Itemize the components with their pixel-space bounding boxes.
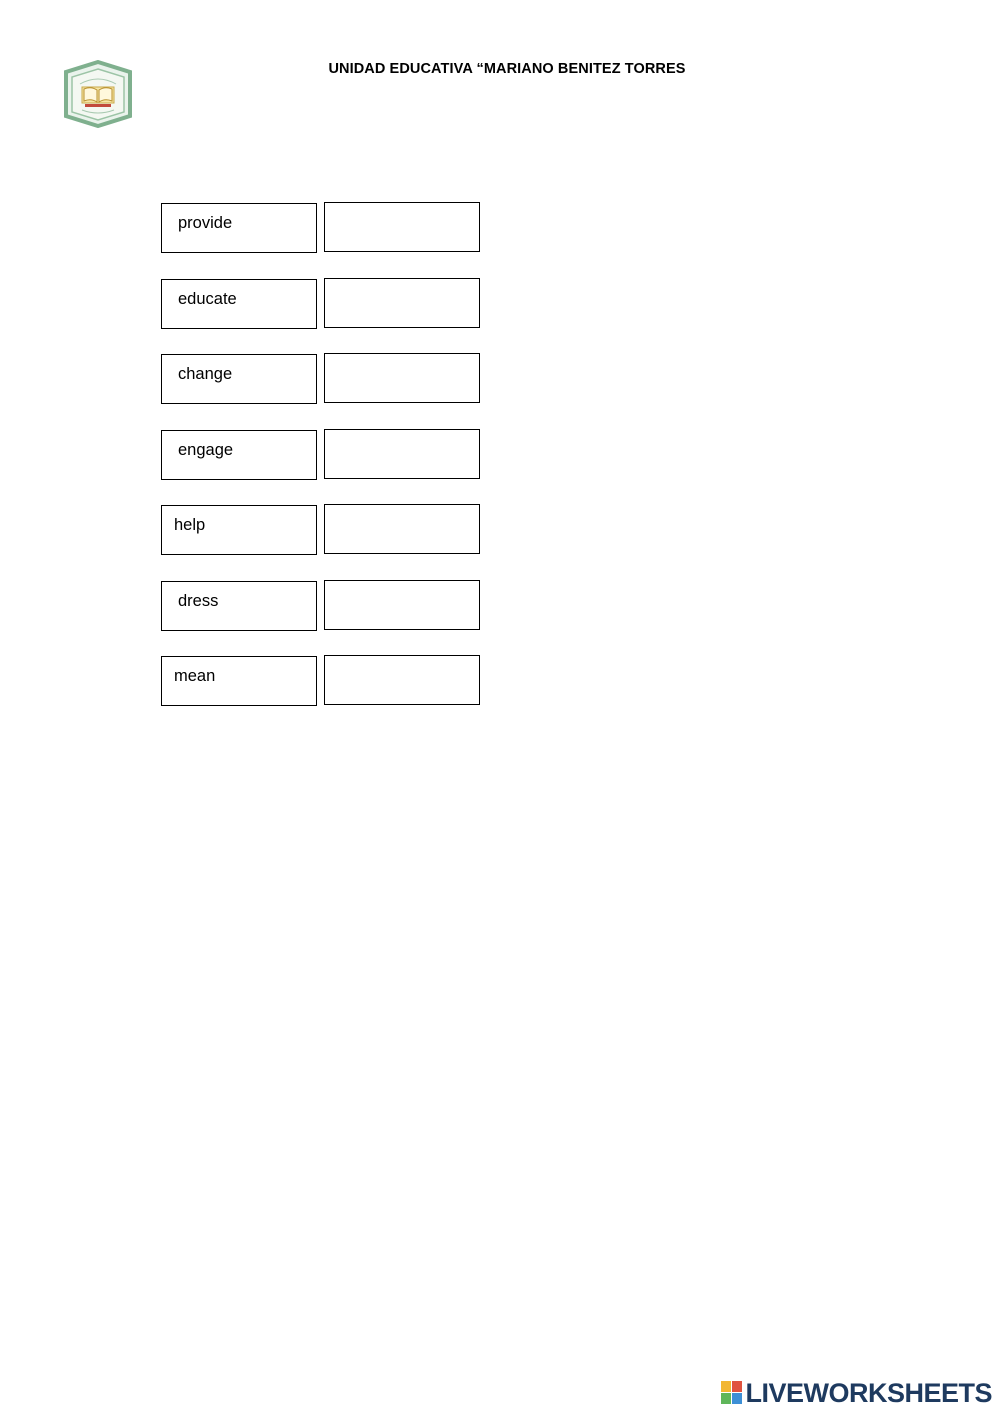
word-box — [161, 354, 317, 404]
word-label: change — [178, 365, 233, 383]
school-crest-icon — [62, 60, 134, 128]
word-box — [161, 430, 317, 480]
word-box — [161, 656, 317, 706]
word-label: dress — [178, 591, 219, 610]
word-box — [161, 203, 317, 253]
answer-input[interactable] — [324, 202, 480, 252]
answer-input[interactable] — [324, 580, 480, 630]
answer-input[interactable] — [324, 655, 480, 705]
liveworksheets-logo-icon — [721, 1381, 743, 1405]
answer-input[interactable] — [324, 429, 480, 479]
word-label: help — [174, 516, 206, 534]
word-label: provide — [178, 214, 233, 232]
answer-input[interactable] — [324, 353, 480, 403]
school-name-heading: UNIDAD EDUCATIVA “MARIANO BENITEZ TORRES — [328, 61, 686, 77]
word-label: educate — [178, 289, 237, 308]
answer-input[interactable] — [324, 278, 480, 328]
word-box — [161, 505, 317, 555]
brand-wordmark: LIVEWORKSHEETS — [745, 1377, 992, 1408]
word-box — [161, 581, 317, 631]
word-label: engage — [178, 440, 234, 459]
liveworksheets-brand — [721, 1379, 992, 1407]
word-box — [161, 279, 317, 329]
answer-input[interactable] — [324, 504, 480, 554]
word-label: mean — [174, 667, 216, 685]
